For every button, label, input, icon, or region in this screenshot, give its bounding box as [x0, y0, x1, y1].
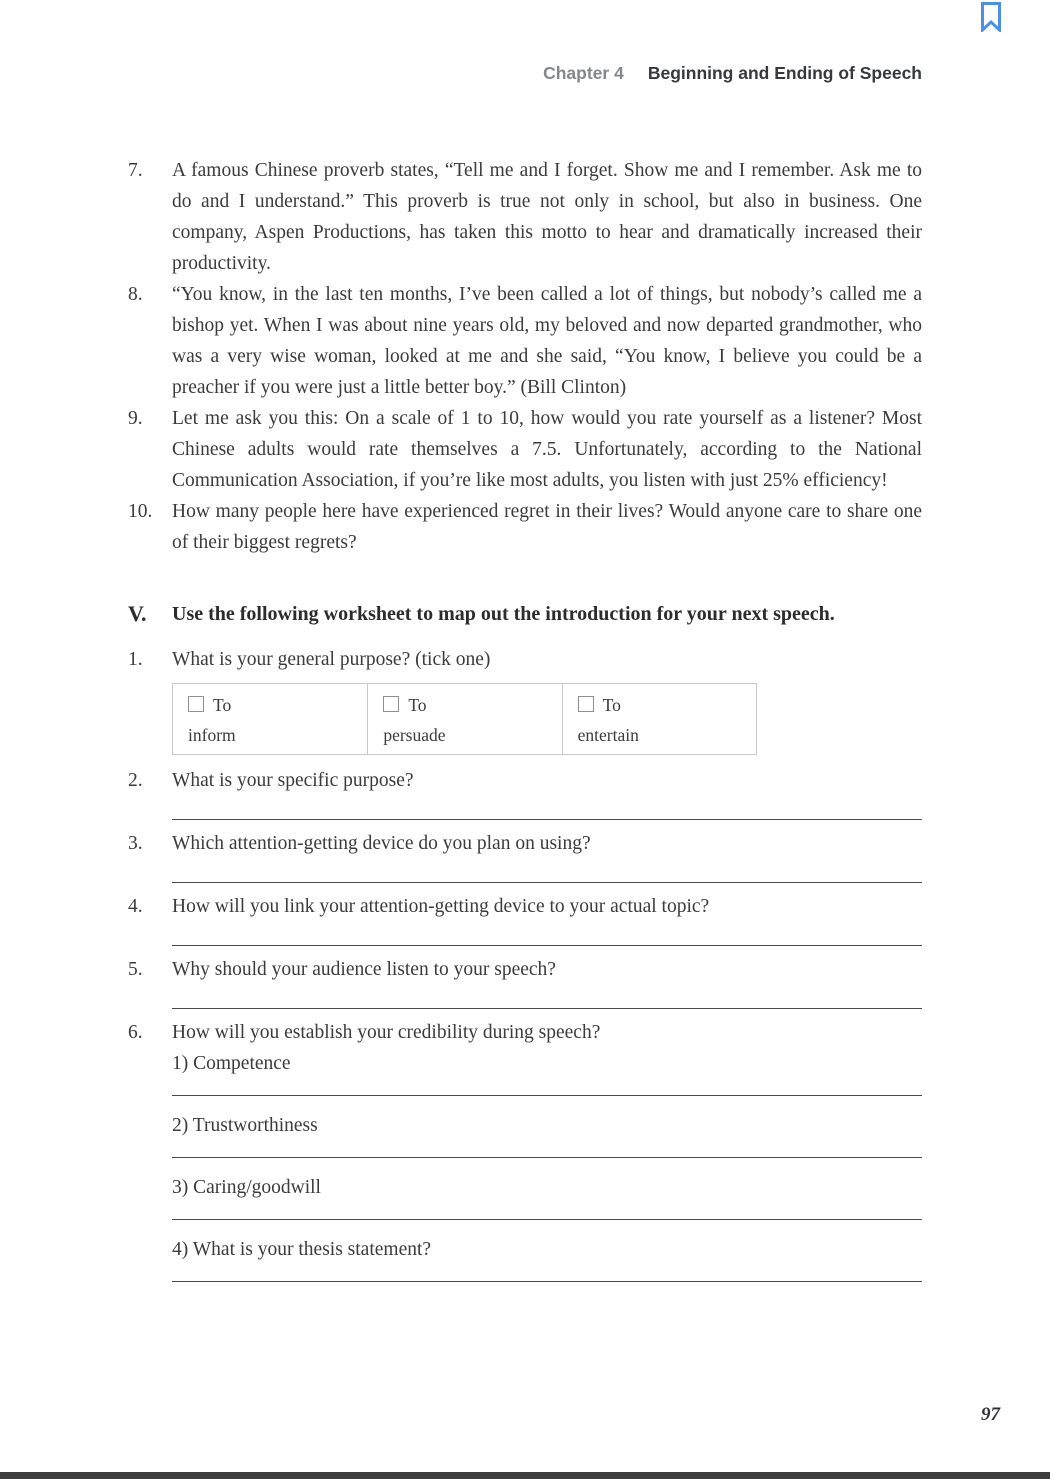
list-item: [128, 279, 922, 403]
question-number: 6.: [128, 1022, 143, 1043]
answer-line: [172, 1008, 922, 1009]
question-text: Which attention-getting device do you plan on using?: [172, 833, 591, 854]
list-item-number: 10.: [128, 501, 153, 522]
purpose-option-inform: [173, 684, 367, 754]
checkbox-icon: [383, 696, 399, 712]
list-item-number: 8.: [128, 284, 143, 305]
question-text: How will you link your attention-getting device to your actual topic?: [172, 896, 710, 917]
bottom-bar: [0, 1472, 1050, 1479]
subpart-thesis-statement: [172, 1234, 922, 1282]
subpart-label: 3) Caring/goodwill: [172, 1177, 321, 1198]
question-number: 2.: [128, 770, 143, 791]
question-text: What is your specific purpose?: [172, 770, 414, 791]
question-number: 4.: [128, 896, 143, 917]
question-4: [128, 891, 922, 946]
option-word: inform: [188, 725, 236, 745]
subpart-label: 1) Competence: [172, 1053, 291, 1074]
question-text: Why should your audience listen to your speech?: [172, 959, 556, 980]
answer-line: [172, 882, 922, 883]
question-text: What is your general purpose? (tick one): [172, 649, 491, 670]
option-prefix: To: [213, 695, 232, 715]
question-5: [128, 954, 922, 1009]
question-number: 1.: [128, 649, 143, 670]
subpart-competence: [172, 1048, 922, 1096]
list-item-text: How many people here have experienced regret in their lives? Would anyone care to share one of their biggest regrets?: [172, 501, 922, 553]
answer-line: [172, 1281, 922, 1282]
section-heading: [128, 600, 922, 628]
purpose-option-persuade: [367, 684, 561, 754]
question-text: How will you establish your credibility during speech?: [172, 1022, 601, 1043]
subpart-trustworthiness: [172, 1110, 922, 1158]
answer-line: [172, 945, 922, 946]
subpart-label: 4) What is your thesis statement?: [172, 1239, 432, 1260]
bookmark-icon[interactable]: [980, 2, 1002, 32]
option-word: persuade: [383, 725, 446, 745]
question-1: [128, 644, 922, 675]
option-prefix: To: [602, 695, 621, 715]
chapter-label: Chapter 4: [543, 63, 624, 83]
answer-line: [172, 819, 922, 820]
list-item-text: A famous Chinese proverb states, “Tell me and I forget. Show me and I remember. Ask me to do and I understand.” This proverb is true not only in school, but also in business. One company, Aspen Productions, has taken this motto to hear and dramatically increased their productivity.: [172, 160, 922, 274]
general-purpose-table: [172, 683, 757, 755]
running-head: [543, 63, 922, 84]
page-content: [128, 155, 922, 1282]
option-word: entertain: [577, 725, 639, 745]
question-number: 5.: [128, 959, 143, 980]
page-number: 97: [981, 1404, 1000, 1425]
question-6: [128, 1017, 922, 1282]
chapter-title: Beginning and Ending of Speech: [647, 63, 922, 83]
list-item-text: “You know, in the last ten months, I’ve been called a lot of things, but nobody’s called me a bishop yet. When I was about nine years old, my beloved and now departed grandmother, who was a very wise woman, looked at me and she said, “You know, I believe you could be a preacher if you were just a little better boy.” (Bill Clinton): [172, 284, 922, 398]
question-number: 3.: [128, 833, 143, 854]
question-2: [128, 765, 922, 820]
option-prefix: To: [408, 695, 427, 715]
list-item: [128, 155, 922, 279]
checkbox-icon: [188, 696, 204, 712]
section-numeral: V.: [128, 601, 147, 626]
subpart-label: 2) Trustworthiness: [172, 1115, 318, 1136]
checkbox-icon: [578, 696, 594, 712]
list-item: [128, 496, 922, 558]
subpart-caring-goodwill: [172, 1172, 922, 1220]
answer-line: [172, 1219, 922, 1220]
list-item-number: 7.: [128, 160, 143, 181]
question-3: [128, 828, 922, 883]
purpose-option-entertain: [562, 684, 756, 754]
section-heading-text: Use the following worksheet to map out the introduction for your next speech.: [172, 603, 835, 625]
list-item-text: Let me ask you this: On a scale of 1 to 10, how would you rate yourself as a listener? Most Chinese adults would rate themselves a 7.5. Unfortunately, according to the National Communication Association, if you’re like most adults, you listen with just 25% efficiency!: [172, 408, 922, 491]
list-item: [128, 403, 922, 496]
list-item-number: 9.: [128, 408, 143, 429]
answer-line: [172, 1157, 922, 1158]
answer-line: [172, 1095, 922, 1096]
